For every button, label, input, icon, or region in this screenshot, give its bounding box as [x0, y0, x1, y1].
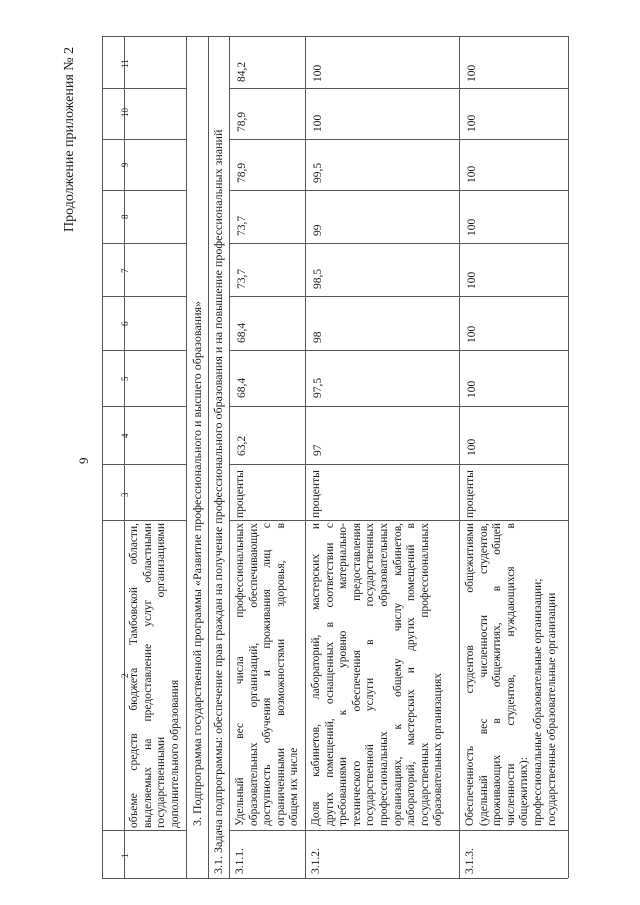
table-line [229, 36, 230, 878]
column-number: 4 [120, 433, 130, 438]
carry-row-description: объеме средств бюджета Тамбовской области, выделяемых на предоставление услуг областными государственными организациями дополнительного образования [128, 523, 181, 828]
table-border-left [102, 36, 103, 878]
value-cell: 100 [466, 271, 478, 289]
column-number: 9 [120, 162, 130, 167]
table-line [102, 243, 186, 244]
table-line [186, 36, 187, 878]
value-cell: 78,9 [236, 162, 248, 183]
table-line [102, 190, 186, 191]
table-line [459, 36, 460, 878]
row-code: 3.1.1. [234, 848, 246, 874]
value-cell: 63,2 [236, 435, 248, 456]
value-cell: 100 [466, 114, 478, 132]
table-line [229, 350, 568, 351]
value-cell: 98 [312, 331, 324, 343]
value-cell: 100 [466, 218, 478, 236]
value-cell: 100 [466, 438, 478, 456]
table-line [229, 464, 568, 465]
table-line [229, 296, 568, 297]
table-line [229, 830, 568, 831]
value-cell: 100 [466, 165, 478, 183]
value-cell: 78,9 [236, 111, 248, 132]
table-line [229, 520, 568, 521]
table-line [102, 139, 186, 140]
row-description: Удельный вес числа профессиональных образовательных организаций, обеспечивающих доступность обучения и проживания лиц с ограниченными возможностями здоровья, в общем их числе [234, 523, 301, 826]
subprogram-heading: 3. Подпрограмма государственной программы «Развитие профессионального и высшего образования» [190, 300, 204, 826]
value-cell: 73,7 [236, 268, 248, 289]
table-line [102, 464, 186, 465]
column-number: 3 [120, 492, 130, 497]
value-cell: 100 [312, 64, 324, 82]
table-line [229, 406, 568, 407]
value-cell: 100 [312, 114, 324, 132]
column-number: 11 [120, 59, 130, 68]
row-description: Доля кабинетов, лабораторий, мастерских и других помещений, оснащенных в соответствии с требованиями к уровню материально- технического обеспечения предоставления государственной услуги в государственных профессиональных образовательных организациях, к общему числу кабинетов, лабораторий, мастерских и других помещений в государственных профессиональных образовательных организациях [310, 523, 445, 826]
column-number: 1 [120, 853, 130, 858]
table-line [229, 243, 568, 244]
table-line [208, 36, 209, 878]
task-heading: 3.1. Задача подпрограммы: обеспечение прав граждан на получение профессионального образования и на повышение профессиональных знаний [211, 129, 225, 874]
value-cell: 97,5 [312, 377, 324, 398]
value-cell: 99,5 [312, 162, 324, 183]
table-line [102, 350, 186, 351]
table-line [102, 406, 186, 407]
row-code: 3.1.3. [464, 848, 476, 874]
value-cell: 97 [312, 444, 324, 456]
table-line [229, 190, 568, 191]
row-unit: проценты [464, 470, 476, 518]
value-cell: 98,5 [312, 268, 324, 289]
value-cell: 68,4 [236, 377, 248, 398]
value-cell: 100 [466, 380, 478, 398]
table-line [102, 520, 186, 521]
row-description: Обеспеченность студентов общежитиями (удельный вес численности студентов, проживающих в общежитиях, в общей численности студентов, нуждающихся в общежитиях): профессиональные образовательные организации; государственные образовательные организации [464, 523, 558, 826]
row-code: 3.1.2. [310, 848, 322, 874]
table-line [229, 139, 568, 140]
column-number: 8 [120, 214, 130, 219]
table-line [102, 296, 186, 297]
table-line [305, 36, 306, 878]
value-cell: 100 [466, 325, 478, 343]
appendix-title: Продолжение приложения № 2 [62, 46, 77, 232]
row-unit: проценты [234, 470, 246, 518]
column-number: 6 [120, 321, 130, 326]
value-cell: 68,4 [236, 322, 248, 343]
table-line [102, 830, 186, 831]
column-number: 7 [120, 268, 130, 273]
column-number: 10 [120, 108, 130, 117]
value-cell: 100 [466, 64, 478, 82]
value-cell: 73,7 [236, 215, 248, 236]
page-number: 9 [76, 457, 91, 464]
table-border-bottom [102, 878, 568, 879]
table-line [102, 88, 186, 89]
table-border-top [102, 36, 568, 37]
table-line [229, 88, 568, 89]
column-number: 5 [120, 376, 130, 381]
value-cell: 99 [312, 224, 324, 236]
column-number: 2 [120, 673, 130, 678]
table-border-right [568, 36, 569, 878]
row-unit: проценты [310, 470, 322, 518]
value-cell: 84,2 [236, 61, 248, 82]
